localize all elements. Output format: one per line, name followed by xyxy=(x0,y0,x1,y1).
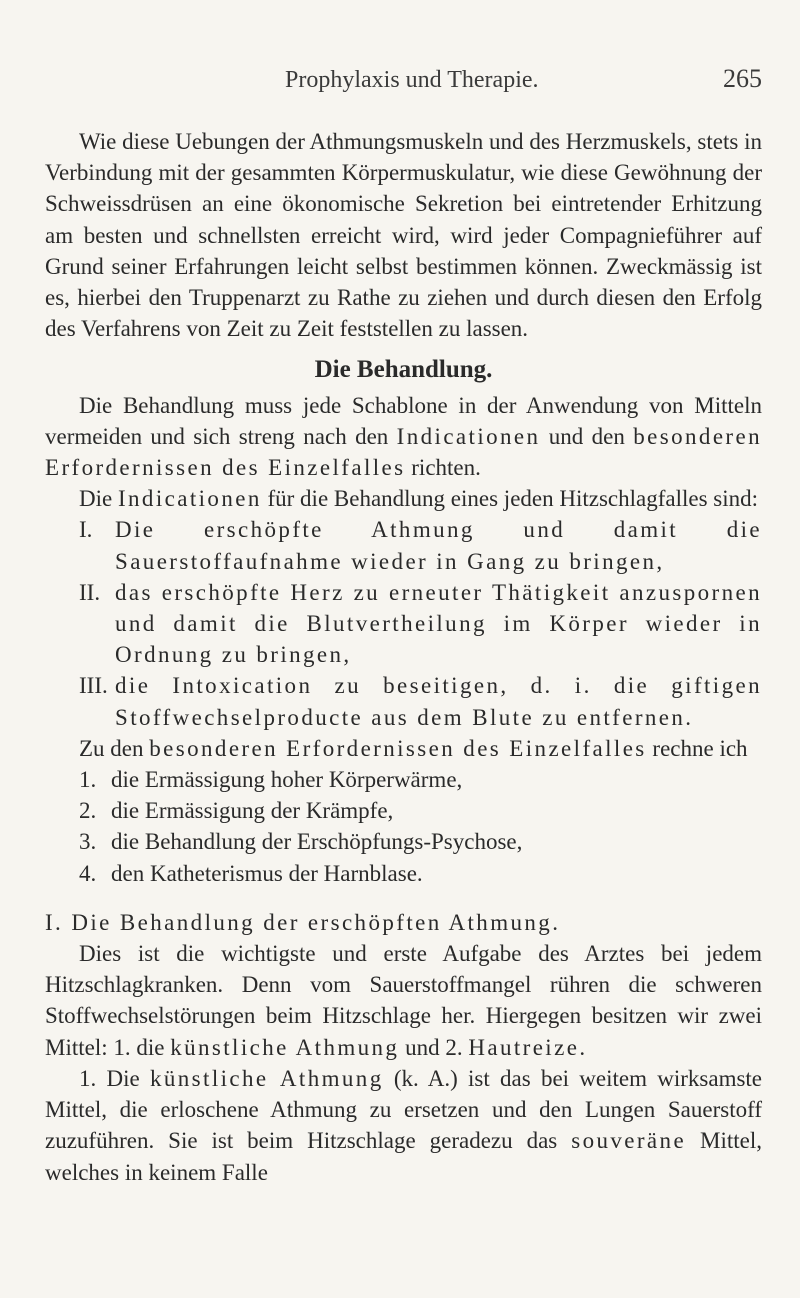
kuenstliche-athmung-paragraph: 1. Die künstliche Athmung (k. A.) ist das bei weitem wirksamste Mittel, die erloschene Athmung zu ersetzen und den Lungen Sauerstoff zuzuführen. Sie ist beim Hitzschlage geradezu das souveräne Mittel, welches in keinem Falle xyxy=(45,1065,763,1185)
page-number: 265 xyxy=(723,64,762,93)
list-text: den Katheterismus der Harnblase. xyxy=(111,860,423,886)
list-item xyxy=(45,764,762,795)
list-number: 1. xyxy=(79,767,97,793)
body-text xyxy=(45,126,762,1188)
list-number: 4. xyxy=(79,860,97,886)
page-header xyxy=(285,64,762,94)
list-item xyxy=(45,795,762,826)
athmung-paragraph: Dies ist die wichtigste und erste Aufgabe des Arztes bei jedem Hitzschlagkranken. Denn vom Sauerstoffmangel rühren die schweren Stoffwechselstörungen beim Hitzschlage her. Hiergegen besitzen wir zwei Mittel: 1. die künstliche Athmung und 2. Hautreize. xyxy=(45,941,762,1060)
section-heading: Die Behandlung. xyxy=(314,356,493,384)
intro-paragraph: Wie diese Uebungen der Athmungsmuskeln und des Herzmuskels, stets in Verbindung mit der gesammten Körpermuskulatur, wie diese Gewöhnung der Schweissdrüsen an eine ökonomische Sekretion bei eintretender Erhitzung am besten und schnellsten erreicht wird, wird jeder Compagnieführer auf Grund seiner Erfahrungen leicht selbst bestimmen können. Zweckmässig ist es, hierbei den Truppenarzt zu Rathe zu ziehen und durch diesen den Erfolg des Verfahrens von Zeit zu Zeit feststellen zu lassen. xyxy=(45,129,762,342)
list-number: I. xyxy=(79,517,93,543)
list-number: II. xyxy=(79,579,101,605)
list-item xyxy=(45,514,762,576)
subsection-heading: I. Die Behandlung der erschöpften Athmung. xyxy=(45,909,561,935)
list-text: Die erschöpfte Athmung und damit die Sauerstoffaufnahme wieder in Gang zu bringen, xyxy=(115,517,762,574)
list-text: die Intoxication zu beseitigen, d. i. die giftigen Stoffwechselproducte aus dem Blute zu entfernen. xyxy=(115,673,762,730)
list-text: die Behandlung der Erschöpfungs-Psychose, xyxy=(111,829,523,855)
list-item xyxy=(45,670,762,732)
list-item xyxy=(45,858,762,889)
behandlung-paragraph: Die Behandlung muss jede Schablone in der Anwendung von Mitteln vermeiden und sich streng nach den Indicationen und den besonderen Erfordernissen des Einzelfalles richten. xyxy=(45,392,763,481)
running-title: Prophylaxis und Therapie. xyxy=(285,67,539,93)
list-item xyxy=(45,826,762,857)
list-number: 2. xyxy=(79,798,97,824)
erfordernisse-intro: Zu den besonderen Erfordernissen des Einzelfalles rechne ich xyxy=(79,735,748,761)
list-item xyxy=(45,577,762,671)
list-number: III. xyxy=(79,673,108,699)
list-text: die Ermässigung hoher Körperwärme, xyxy=(111,767,463,793)
list-text: die Ermässigung der Krämpfe, xyxy=(111,798,394,824)
list-number: 3. xyxy=(79,829,97,855)
spacer xyxy=(45,889,762,907)
indications-intro: Die Indicationen für die Behandlung eines jeden Hitzschlagfalles sind: xyxy=(79,486,759,512)
list-text: das erschöpfte Herz zu erneuter Thätigkeit anzuspornen und damit die Blutvertheilung im Körper wieder in Ordnung zu bringen, xyxy=(115,579,762,668)
